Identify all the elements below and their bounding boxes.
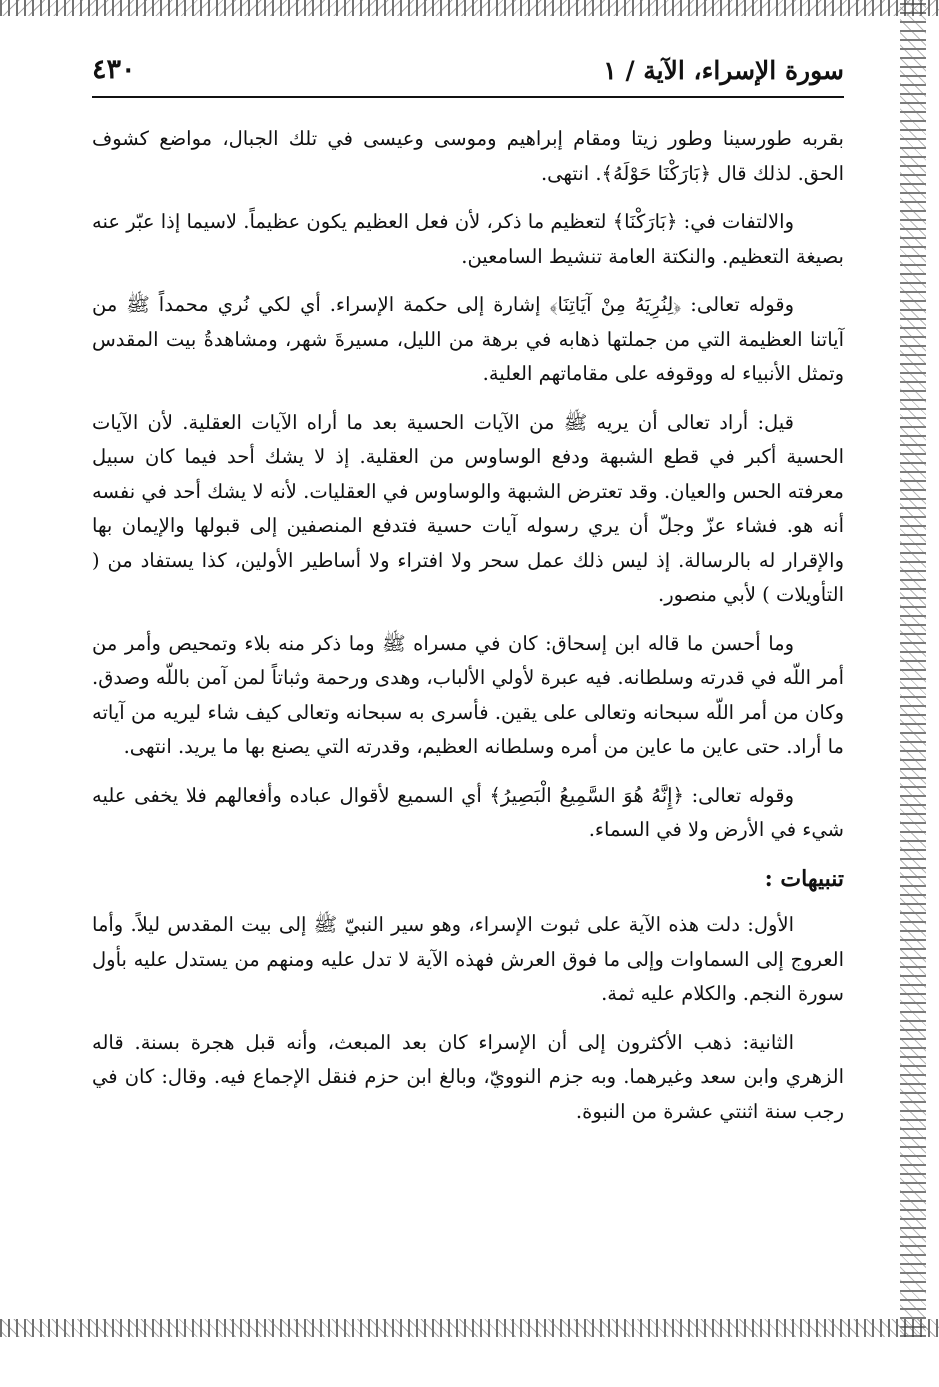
- note-paragraph: الثانية: ذهب الأكثرون إلى أن الإسراء كان بعد المبعث، وأنه قبل هجرة بسنة. قاله الزهري وابن سعد وغيرهما. وبه جزم النوويّ، وبالغ ابن حزم فنقل الإجماع فيه. وقال: كان في رجب سنة اثنتي عشرة من النبوة.: [92, 1030, 844, 1123]
- paragraph: قيل: أراد تعالى أن يريه ﷺ من الآيات الحسية بعد ما أراه الآيات العقلية. لأن الآيات الحسية أكبر في قطع الشبهة ودفع الوساوس من العقلية. إذ لا يشك أحد فيما كان سبيل معرفته الحس والعيان. وقد تعترض الشبهة والوساوس في العقليات. لأنه لا يشك أحد في نفسه أنه هو. فشاء عزّ وجلّ أن يري رسوله آيات حسية فتدفع المنصفين إلى قبولها والإيمان بها والإقرار له بالرسالة. إذ ليس ذلك عمل سحر ولا افتراء ولا أساطير الأولين، كذا يستفاد من ( التأويلات ) لأبي منصور.: [92, 410, 844, 606]
- paragraph: بقربه طورسينا وطور زيتا ومقام إبراهيم وموسى وعيسى في تلك الجبال، مواضع كشوف الحق. لذلك قال ﴿بَارَكْنَا حَوْلَهُ﴾. انتهى.: [92, 127, 844, 185]
- decorative-border-bottom: [0, 1319, 939, 1337]
- page-number: ٤٣٠: [92, 54, 136, 85]
- paragraph: وما أحسن ما قاله ابن إسحاق: كان في مسراه ﷺ وما ذكر منه بلاء وتمحيص وأمر من أمر اللّه في قدرته وسلطانه. فيه عبرة لأولي الألباب، وهدى ورحمة وثباتاً لمن آمن باللّه وصدق. وكان من أمر اللّه سبحانه وتعالى على يقين. فأسرى به سبحانه وتعالى كيف شاء ليريه من آياته ما أراد. حتى عاين ما عاين من أمره وسلطانه العظيم، وقدرته التي يصنع بها ما يريد. انتهى.: [92, 631, 844, 758]
- page-body: [92, 122, 844, 1143]
- note-paragraph: الأول: دلت هذه الآية على ثبوت الإسراء، وهو سير النبيّ ﷺ إلى بيت المقدس ليلاً. وأما العروج إلى السماوات وإلى ما فوق العرش فهذه الآية لا تدل عليه ومنهم من يستدل عليه بأول سورة النجم. والكلام عليه ثمة.: [92, 913, 844, 1005]
- paragraph: وقوله تعالى: ﴿لِنُرِيَهُ مِنْ آيَاتِنَا﴾ إشارة إلى حكمة الإسراء. أي لكي نُري محمداً ﷺ من آياتنا العظيمة التي من جملتها ذهابه في برهة من الليل، مسيرةَ شهر، ومشاهدةُ بيت المقدس وتمثل الأنبياء له ووقوفه على مقاماتهم العلية.: [92, 293, 844, 385]
- decorative-border-top: [0, 0, 939, 16]
- paragraph: وقوله تعالى: ﴿إِنَّهُ هُوَ السَّمِيعُ الْبَصِيرُ﴾ أي السميع لأقوال عباده وأفعالهم فلا يخفى عليه شيء في الأرض ولا في السماء.: [92, 783, 844, 841]
- running-title: سورة الإسراء، الآية / ١: [603, 56, 844, 85]
- paragraph: والالتفات في: ﴿بَارَكْنَا﴾ لتعظيم ما ذكر، لأن فعل العظيم يكون عظيماً. لاسيما إذا عبّر عنه بصيغة التعظيم. والنكتة العامة تنشيط السامعين.: [92, 210, 844, 268]
- section-heading: تنبيهات :: [764, 865, 844, 892]
- decorative-border-right: [900, 0, 926, 1337]
- page-header: [92, 50, 844, 98]
